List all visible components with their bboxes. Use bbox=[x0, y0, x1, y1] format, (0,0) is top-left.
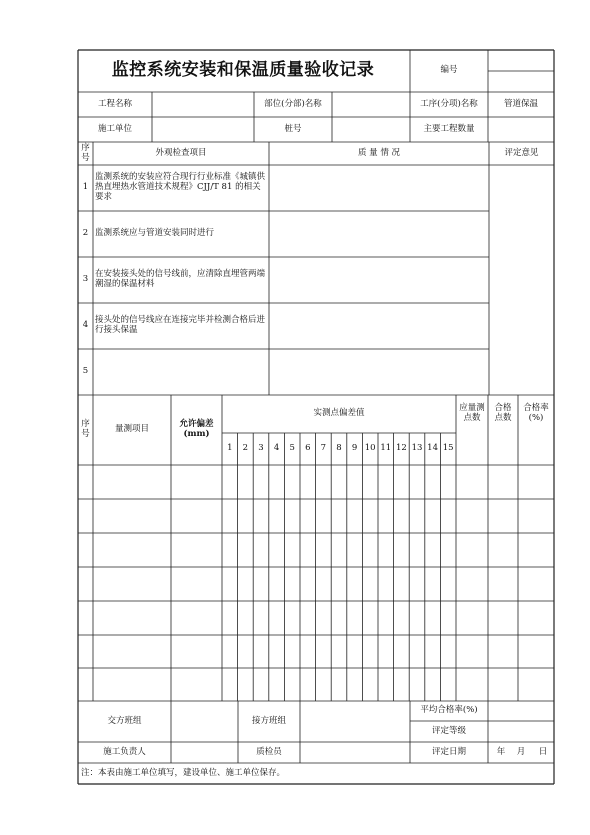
point-number-13: 13 bbox=[411, 443, 423, 454]
inspection-text-5 bbox=[95, 349, 267, 395]
deviation-header: 实测点偏差值 bbox=[313, 408, 365, 419]
measure-item-header: 量测项目 bbox=[114, 424, 149, 435]
point-number-7: 7 bbox=[320, 443, 327, 454]
measure-seq-header: 序 号 bbox=[81, 419, 90, 439]
avg-pass-rate-label: 平均合格率(%) bbox=[420, 705, 478, 716]
site-manager-label: 施工负责人 bbox=[103, 746, 146, 757]
inspection-text-3: 在安装接头处的信号线前，应清除直埋管两端潮湿的保温材料 bbox=[95, 269, 266, 289]
month-label: 月 bbox=[516, 746, 526, 757]
point-number-1: 1 bbox=[227, 443, 233, 454]
inspection-no-1: 1 bbox=[82, 182, 89, 193]
inspector-label: 质检员 bbox=[256, 746, 282, 757]
inspection-text-4: 接头处的信号线应在连接完毕并检测合格后进行接头保温 bbox=[95, 315, 266, 335]
grade-label: 评定等级 bbox=[431, 725, 466, 736]
handover-team-label: 交方班组 bbox=[107, 715, 142, 726]
form-title: 监控系统安装和保温质量验收记录 bbox=[111, 60, 375, 81]
pass-points-header: 合格 点数 bbox=[494, 403, 512, 423]
point-number-12: 12 bbox=[395, 443, 407, 454]
inspection-item-header: 外观检查项目 bbox=[155, 147, 207, 158]
inspection-seq-header: 序 号 bbox=[81, 142, 90, 163]
point-number-3: 3 bbox=[258, 443, 264, 454]
point-number-11: 11 bbox=[380, 443, 392, 454]
point-number-4: 4 bbox=[273, 443, 280, 454]
quality-header: 质 量 情 况 bbox=[357, 147, 401, 158]
inspection-no-2: 2 bbox=[82, 228, 89, 239]
point-number-8: 8 bbox=[336, 443, 342, 454]
tolerance-header: 允许偏差 (mm) bbox=[179, 419, 214, 439]
eval-date-label: 评定日期 bbox=[431, 746, 466, 757]
receiving-team-label: 接方班组 bbox=[251, 715, 286, 726]
footer-note: 注：本表由施工单位填写，建设单位、施工单位保存。 bbox=[81, 767, 286, 778]
pass-rate-header: 合格率 (%) bbox=[523, 403, 549, 423]
inspection-no-4: 4 bbox=[82, 320, 89, 331]
point-number-5: 5 bbox=[289, 443, 295, 454]
point-number-6: 6 bbox=[305, 443, 311, 454]
point-number-14: 14 bbox=[427, 443, 438, 454]
point-number-9: 9 bbox=[351, 443, 358, 454]
inspection-no-3: 3 bbox=[82, 274, 89, 285]
point-number-15: 15 bbox=[442, 443, 454, 454]
project-name-label: 工程名称 bbox=[97, 98, 132, 109]
year-label: 年 bbox=[496, 746, 506, 757]
process-value: 管道保温 bbox=[503, 98, 538, 109]
number-label: 编号 bbox=[440, 65, 458, 76]
inspection-text-1: 监测系统的安装应符合现行行业标准《城镇供热直埋热水管道技术规程》CJJ/T 81 的相关要求 bbox=[95, 172, 266, 202]
station-label: 桩号 bbox=[284, 123, 302, 134]
opinion-header: 评定意见 bbox=[504, 147, 539, 158]
quantity-label: 主要工程数量 bbox=[423, 123, 475, 134]
point-number-2: 2 bbox=[242, 443, 249, 454]
inspection-no-5: 5 bbox=[82, 366, 89, 377]
process-label: 工序(分项)名称 bbox=[420, 98, 478, 109]
contractor-label: 施工单位 bbox=[97, 123, 132, 134]
point-number-10: 10 bbox=[364, 443, 376, 454]
day-label: 日 bbox=[538, 746, 548, 757]
points-header: 应量测 点数 bbox=[459, 403, 485, 423]
inspection-text-2: 监测系统应与管道安装同时进行 bbox=[95, 228, 215, 239]
sub-project-label: 部位(分部)名称 bbox=[264, 98, 322, 109]
